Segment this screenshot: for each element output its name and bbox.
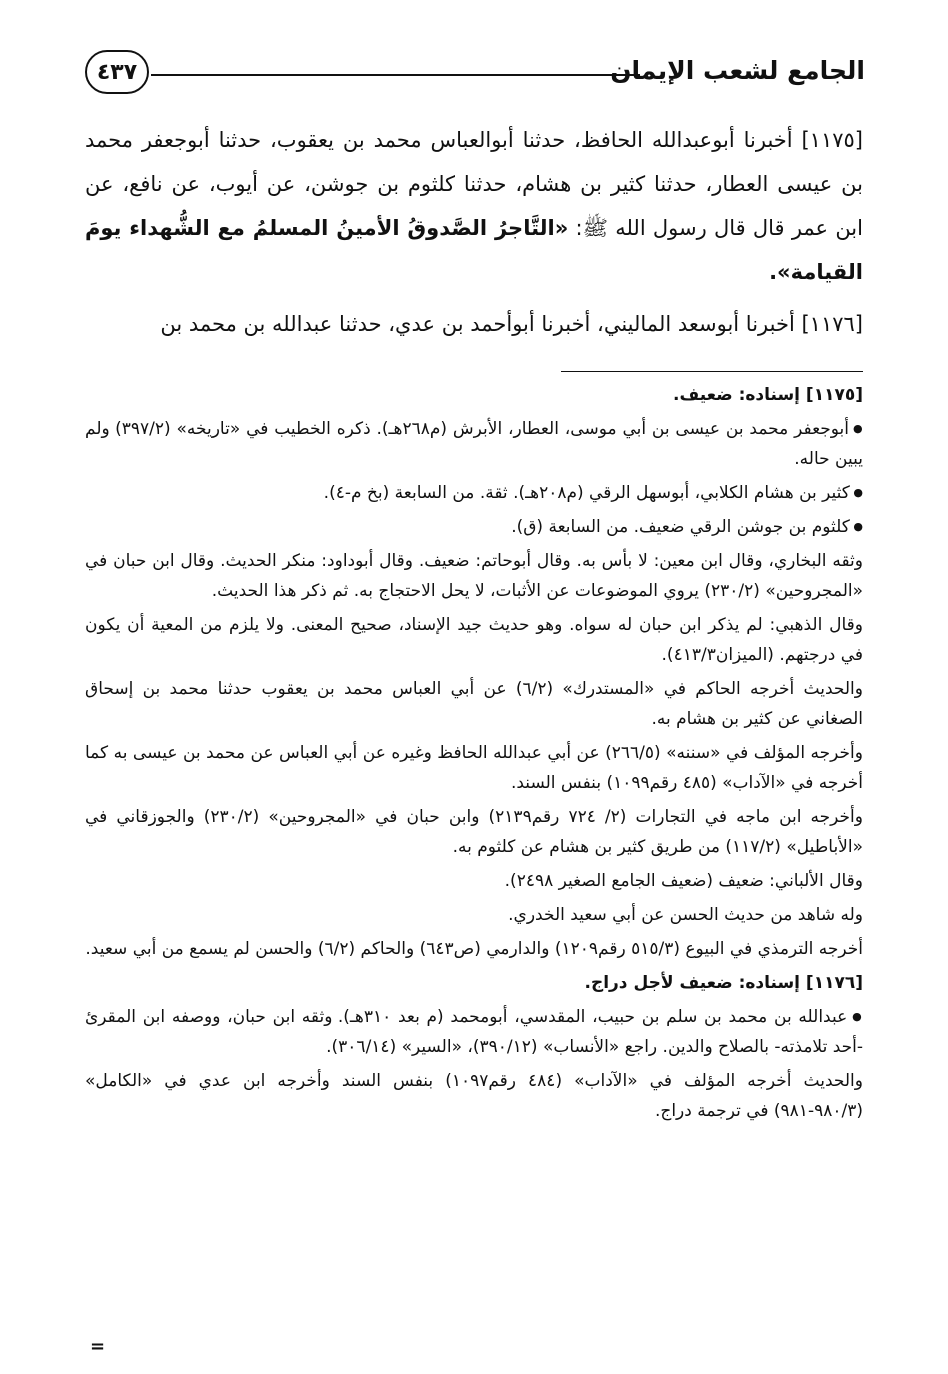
book-title: الجامع لشعب الإيمان [610, 56, 865, 85]
hadith-1176: [١١٧٦] أخبرنا أبوسعد الماليني، أخبرنا أبوأحمد بن عدي، حدثنا عبدالله بن محمد بن [160, 312, 863, 336]
header-rule [151, 74, 640, 76]
note-bullet-abdullah: ● عبدالله بن محمد بن سلم بن حبيب، المقدسي، أبومحمد (م بعد ٣١٠هـ). وثقه ابن حبان، ووصفه ابن المقرئ -أحد تلامذته- بالصلاح والدين. راجع «الأنساب» (٣٩٠/١٢)، «السير» (٣٠٦/١٤). [85, 1002, 863, 1062]
note-bullet-abujafar: ● أبوجعفر محمد بن عيسى بن أبي موسى، العطار، الأبرش (م٢٦٨هـ). ذكره الخطيب في «تاريخه» (٣٩٧/٢) ولم يبين حاله. [85, 414, 863, 474]
hadith-1175 [85, 118, 863, 294]
note-paragraph: والحديث أخرجه المؤلف في «الآداب» (٤٨٤ رقم١٠٩٧) بنفس السند وأخرجه ابن عدي في «الكامل» (٩٨٠/٣-٩٨١) في ترجمة دراج. [85, 1071, 863, 1121]
note-paragraph: وقال الذهبي: لم يذكر ابن حبان له سواه. وهو حديث جيد الإسناد، صحيح المعنى. ولا يلزم من المعية أن يكون في درجتهم. (الميزان٤١٣/٣). [85, 615, 863, 665]
page-header [85, 50, 865, 100]
note-bullet-kulthum: ● كلثوم بن جوشن الرقي ضعيف. من السابعة (ق). [85, 512, 863, 542]
note-1175-heading: [١١٧٥] إسناده: ضعيف. [673, 385, 863, 405]
note-paragraph: وثقه البخاري، وقال ابن معين: لا بأس به. وقال أبوحاتم: ضعيف. وقال أبوداود: منكر الحديث. وقال ابن حبان في «المجروحين» (٢٣٠/٢) يروي الموضوعات عن الأثبات، لا يحل الاحتجاج به. ثم ذكر هذا الحديث. [85, 551, 863, 601]
continuation-mark: = [90, 1336, 106, 1357]
footnotes [85, 380, 863, 1130]
note-bullet-kathir: ● كثير بن هشام الكلابي، أبوسهل الرقي (م٢٠٨هـ). ثقة. من السابعة (بخ م-٤). [85, 478, 863, 508]
note-paragraph: أخرجه الترمذي في البيوع (٥١٥/٣ رقم١٢٠٩) والدارمي (ص٦٤٣) والحاكم (٦/٢) والحسن لم يسمع من أبي سعيد. [85, 939, 863, 959]
page-number: ٤٣٧ [96, 59, 138, 85]
page-number-badge [85, 50, 149, 94]
note-paragraph: وأخرجه المؤلف في «سننه» (٢٦٦/٥) عن أبي عبدالله الحافظ وغيره عن أبي العباس عن محمد بن عيسى به كما أخرجه في «الآداب» (٤٨٥ رقم١٠٩٩) بنفس السند. [85, 743, 863, 793]
note-paragraph: وقال الألباني: ضعيف (ضعيف الجامع الصغير ٢٤٩٨). [504, 871, 863, 891]
note-paragraph: وأخرجه ابن ماجه في التجارات (٢/ ٧٢٤ رقم٢١٣٩) وابن حبان في «المجروحين» (٢٣٠/٢) والجوزقاني في «الأباطيل» (١١٧/٢) من طريق كثير بن هشام عن كلثوم به. [85, 807, 863, 857]
footnote-separator [561, 371, 863, 372]
hadith-1175-chain: [١١٧٥] أخبرنا أبوعبدالله الحافظ، حدثنا أبوالعباس محمد بن يعقوب، حدثنا أبوجعفر محمد بن عيسى العطار، حدثنا كثير بن هشام، حدثنا كلثوم بن جوشن، عن أيوب، عن نافع، عن ابن عمر قال قال رسول الله ﷺ: [85, 128, 863, 240]
hadith-1175-matn: «التَّاجرُ الصَّدوقُ الأمينُ المسلمُ مع الشُّهداء يومَ القيامة». [85, 216, 863, 284]
note-paragraph: وله شاهد من حديث الحسن عن أبي سعيد الخدري. [508, 905, 863, 925]
note-1176-heading: [١١٧٦] إسناده: ضعيف لأجل دراج. [584, 973, 863, 993]
main-text [85, 118, 863, 354]
note-paragraph: والحديث أخرجه الحاكم في «المستدرك» (٦/٢) عن أبي العباس محمد بن يعقوب حدثنا محمد بن إسحاق الصغاني عن كثير بن هشام به. [85, 679, 863, 729]
